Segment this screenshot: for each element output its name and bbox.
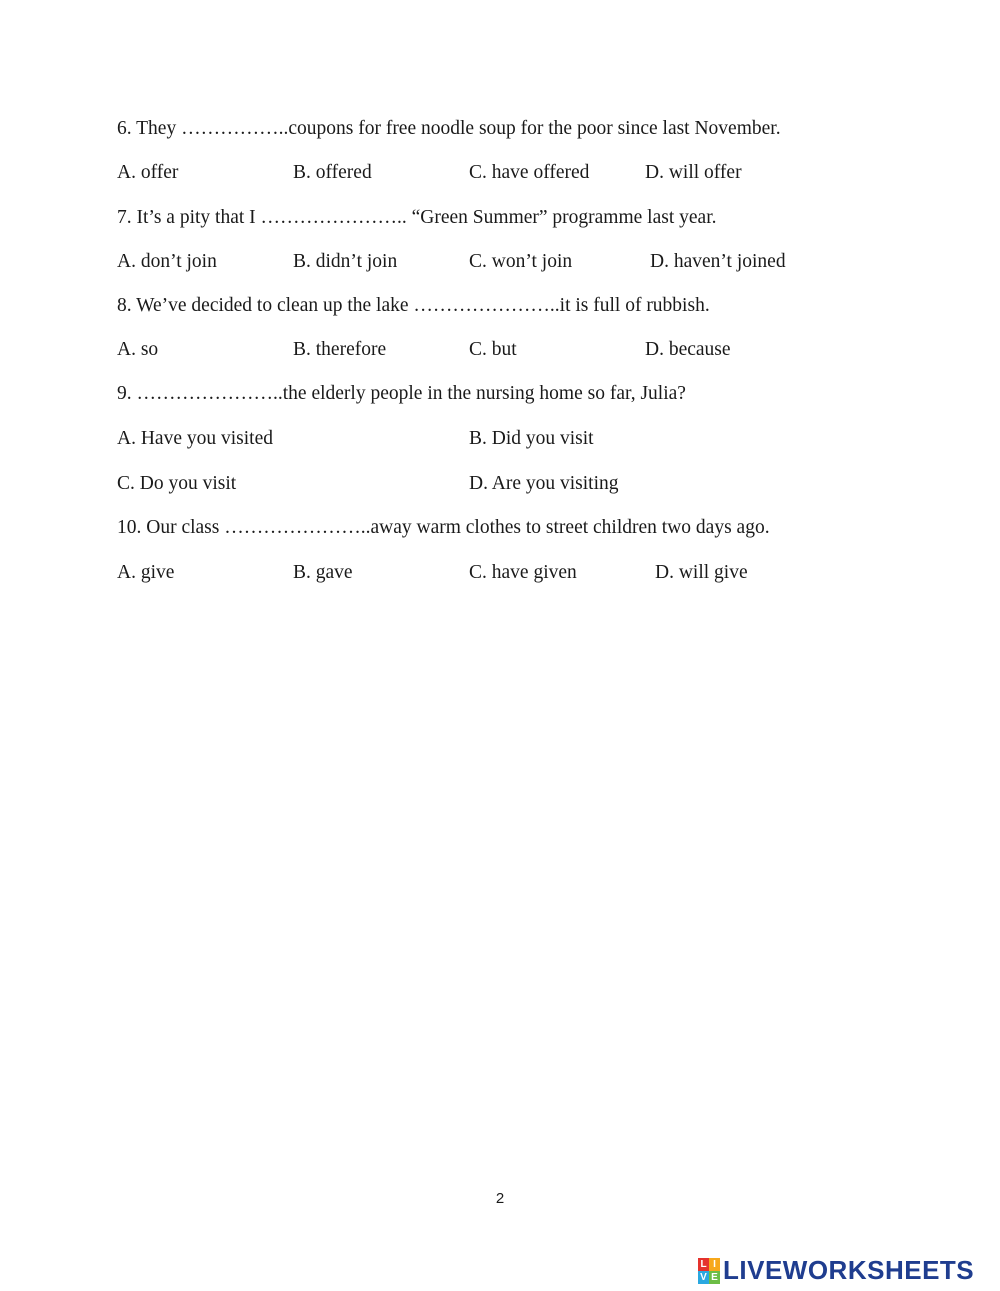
question-10-option-a: A. give [117, 562, 175, 583]
question-7-option-b: B. didn’t join [293, 251, 398, 272]
brand-name: LIVEWORKSHEETS [723, 1255, 975, 1285]
question-8-option-d: D. because [645, 339, 731, 360]
question-6-option-d: D. will offer [645, 162, 742, 183]
question-7-option-a: A. don’t join [117, 251, 217, 272]
question-7-option-c: C. won’t join [469, 251, 573, 272]
logo-letter-v: V [698, 1271, 709, 1284]
question-9-option-b: B. Did you visit [469, 428, 594, 449]
question-7-stem: 7. It’s a pity that I ………………….. “Green Summer” programme last year. [117, 207, 717, 228]
question-6-option-a: A. offer [117, 162, 179, 183]
question-10-option-d: D. will give [655, 562, 748, 583]
page-number: 2 [495, 1190, 505, 1207]
question-10-option-b: B. gave [293, 562, 353, 583]
question-9-option-c: C. Do you visit [117, 473, 237, 494]
question-8-option-b: B. therefore [293, 339, 387, 360]
question-9-option-a: A. Have you visited [117, 428, 273, 449]
logo-letter-e: E [709, 1271, 720, 1284]
logo-letter-i: I [709, 1258, 720, 1271]
question-10-option-c: C. have given [469, 562, 577, 583]
logo-letter-l: L [698, 1258, 709, 1271]
question-8-option-c: C. but [469, 339, 517, 360]
question-9-stem: 9. …………………..the elderly people in the nursing home so far, Julia? [117, 383, 686, 404]
liveworksheets-logo-icon [698, 1258, 720, 1284]
question-9-option-d: D. Are you visiting [469, 473, 619, 494]
question-8-stem: 8. We’ve decided to clean up the lake …………………..it is full of rubbish. [117, 295, 710, 316]
liveworksheets-brand[interactable] [698, 1255, 974, 1286]
question-6-option-b: B. offered [293, 162, 372, 183]
question-8-option-a: A. so [117, 339, 159, 360]
question-6-stem: 6. They ……………..coupons for free noodle soup for the poor since last November. [117, 118, 781, 139]
question-7-option-d: D. haven’t joined [650, 251, 786, 272]
question-6-option-c: C. have offered [469, 162, 590, 183]
question-10-stem: 10. Our class …………………..away warm clothes to street children two days ago. [117, 517, 770, 538]
